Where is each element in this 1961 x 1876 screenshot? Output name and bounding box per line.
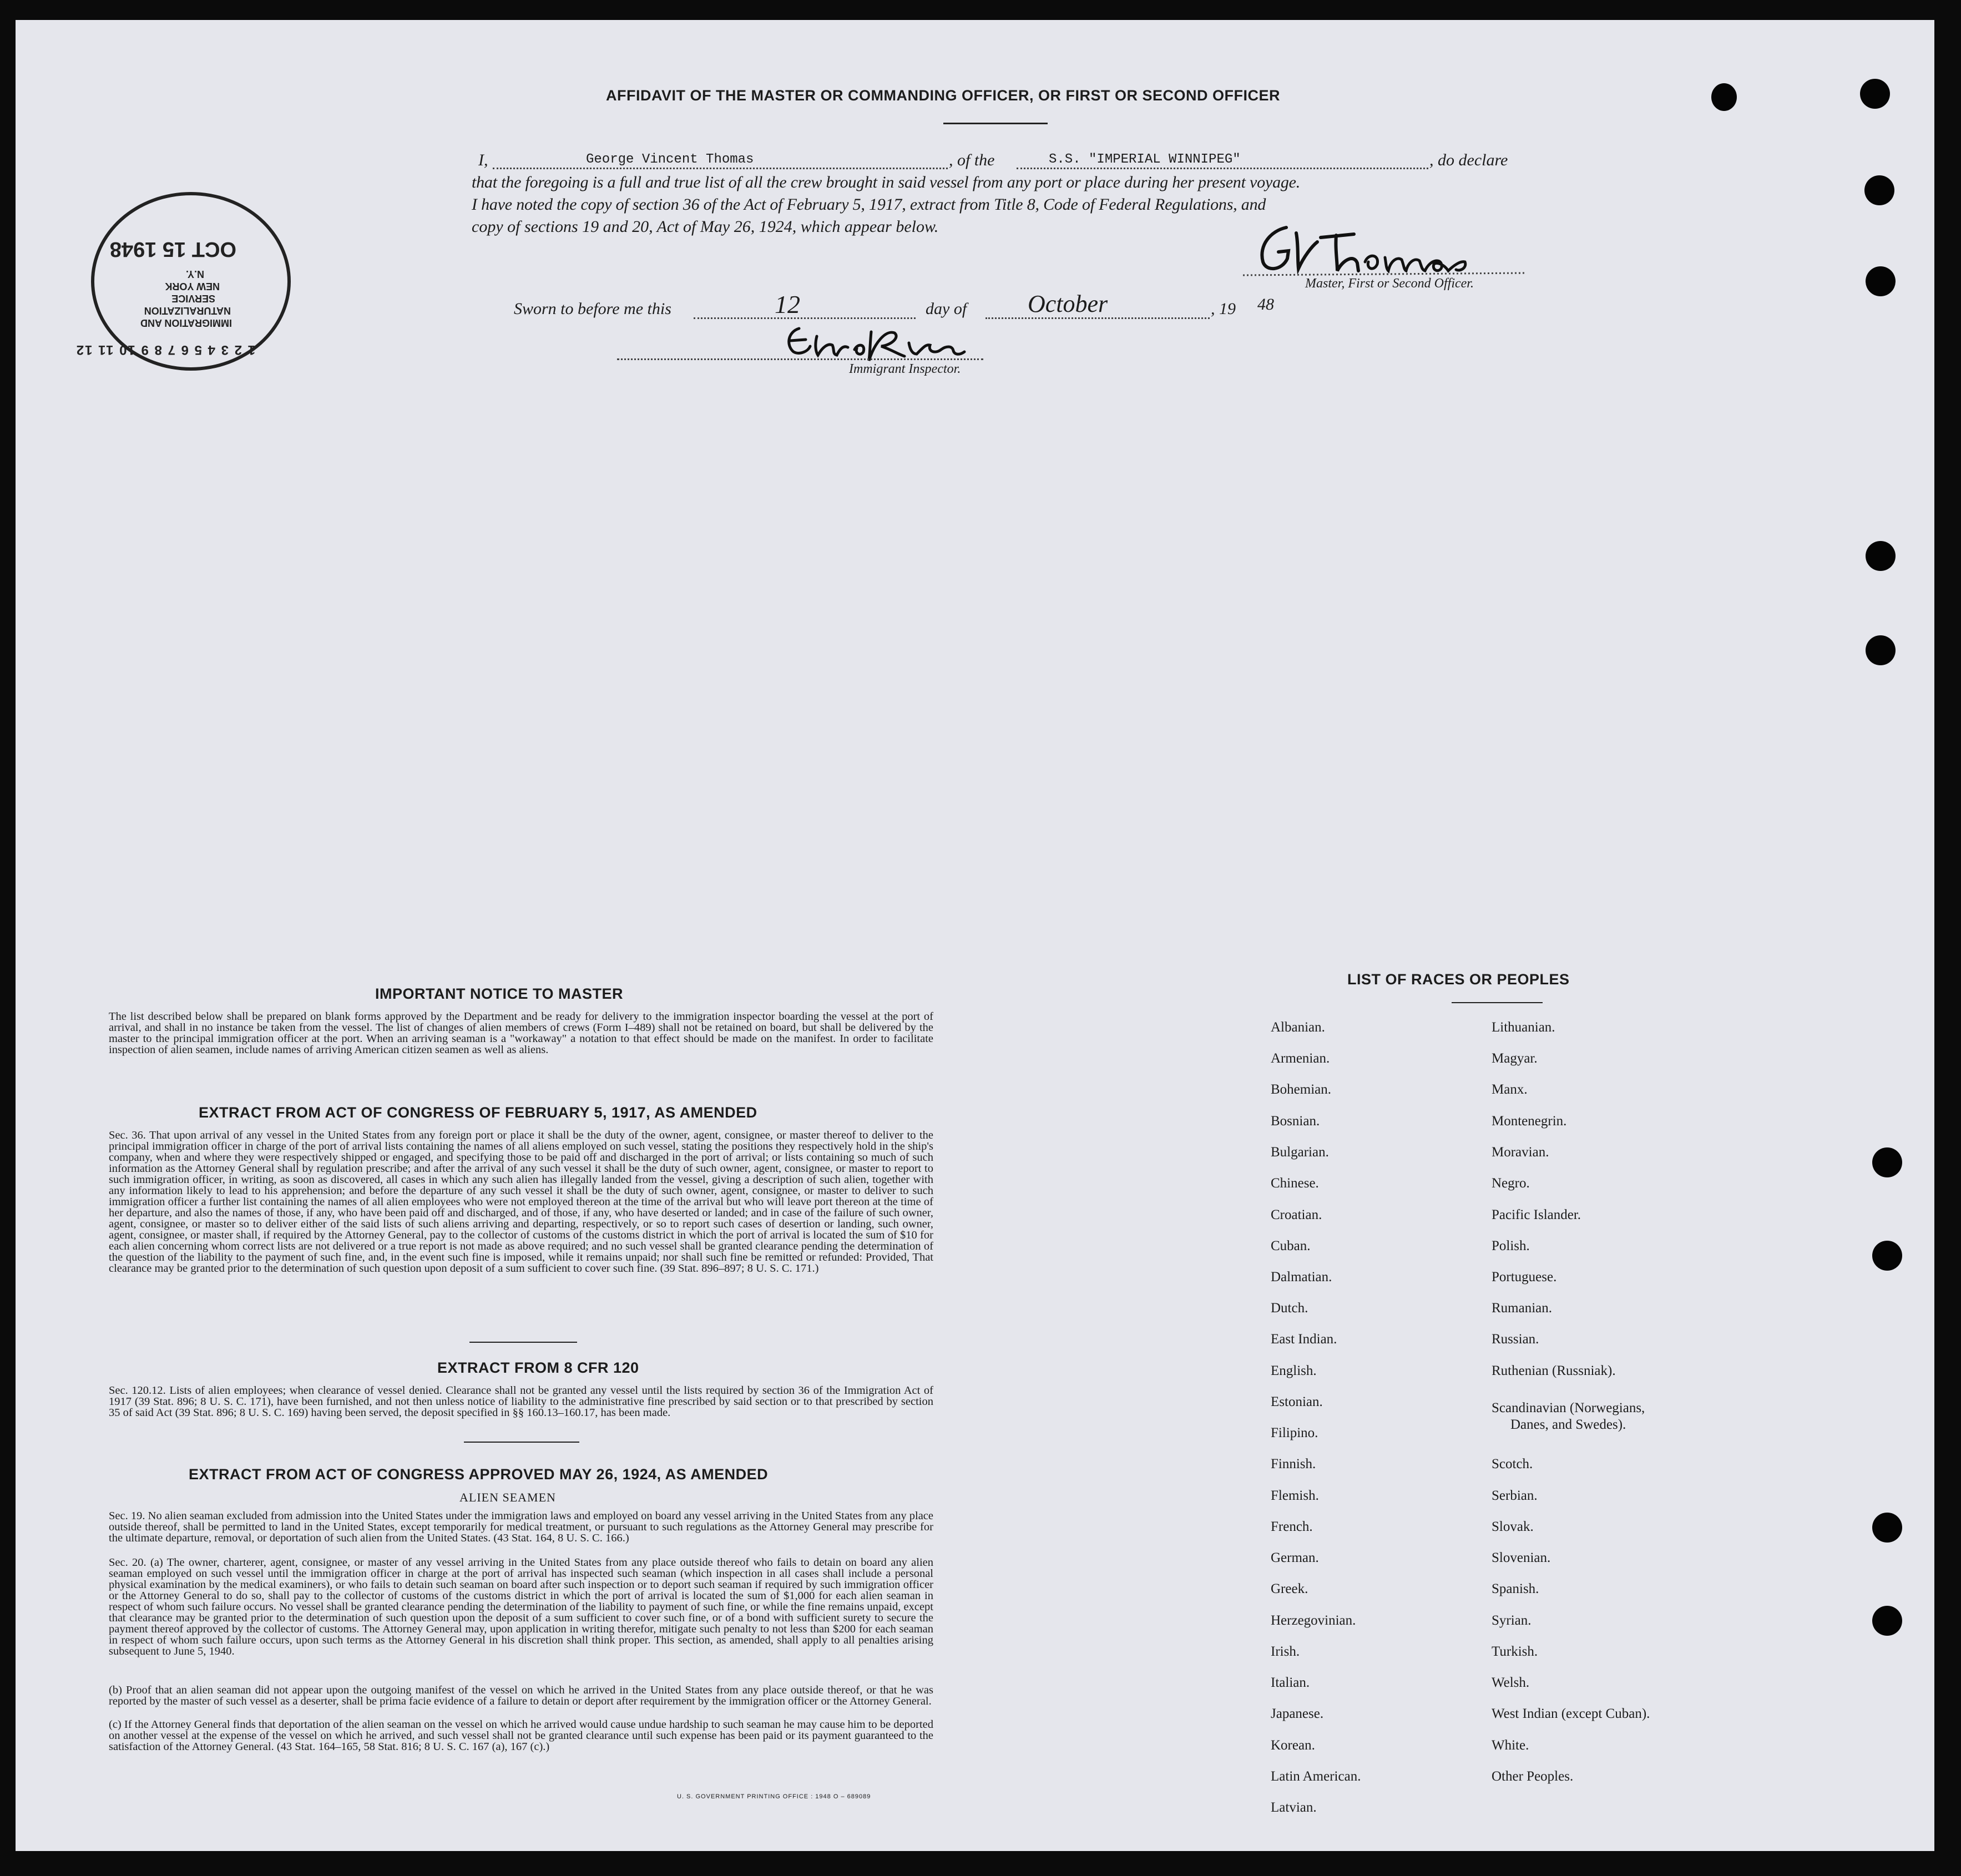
stamp-line: IMMIGRATION AND xyxy=(140,317,232,328)
master-name-field: George Vincent Thomas xyxy=(586,152,754,167)
sworn-day-field: 12 xyxy=(775,290,800,318)
of-the-label: , of the xyxy=(949,151,995,169)
race-item: Flemish. xyxy=(1271,1488,1319,1503)
race-item: Korean. xyxy=(1271,1738,1315,1753)
races-title: LIST OF RACES OR PEOPLES xyxy=(1347,971,1570,988)
section-divider xyxy=(464,1442,579,1443)
race-item: Estonian. xyxy=(1271,1394,1323,1409)
race-item: Finnish. xyxy=(1271,1457,1316,1472)
race-item: Armenian. xyxy=(1271,1051,1330,1066)
race-item: Irish. xyxy=(1271,1644,1300,1659)
race-item: Herzegovinian. xyxy=(1271,1613,1356,1628)
race-item: Other Peoples. xyxy=(1492,1769,1574,1784)
vessel-name-field: S.S. "IMPERIAL WINNIPEG" xyxy=(1049,152,1241,167)
stamp-line: NEW YORK xyxy=(165,281,220,292)
year-field: 48 xyxy=(1257,295,1274,313)
sec20c-text: (c) If the Attorney General finds that deportation of the alien seaman on the vessel on which he arrived would cause undue hardship to such seaman he may cause him to be deported on another vessel at the expense of the vessel on which he arrived, and such vessel shall not be granted clearance until such expense has been paid or its payment guaranteed to the satisfaction of the Attorney General. (43 Stat. 164–165, 58 Stat. 816; 8 U. S. C. 167 (a), 167 (c).) xyxy=(109,1718,933,1753)
extract-1924-subtitle: ALIEN SEAMEN xyxy=(459,1490,556,1504)
printer-line: U. S. GOVERNMENT PRINTING OFFICE : 1948 O – 689089 xyxy=(677,1793,871,1800)
race-item: Scandinavian (Norwegians, xyxy=(1492,1400,1645,1415)
notice-title: IMPORTANT NOTICE TO MASTER xyxy=(375,985,623,1002)
i-label: I, xyxy=(478,151,488,169)
sec20b-text: (b) Proof that an alien seaman did not appear upon the outgoing manifest of the vessel on which he arrived in the United States from any place outside thereof, or that he was reported by the master of such vessel as a deserter, shall be prima facie evidence of a failure to detain or deport after requirement by the immigration officer or the Attorney General. xyxy=(109,1684,933,1707)
sworn-day-line xyxy=(694,317,916,319)
race-item: Dutch. xyxy=(1271,1301,1308,1316)
inspector-line xyxy=(617,358,983,360)
race-item: Negro. xyxy=(1492,1176,1530,1191)
race-item: Scotch. xyxy=(1492,1457,1533,1472)
race-item: Dalmatian. xyxy=(1271,1270,1332,1285)
extract-cfr-text: Sec. 120.12. Lists of alien employees; when clearance of vessel denied. Clearance shall not be granted any vessel until the lists required by section 36 of the Immigration Act of 1917 (39 Stat. 896; 8 U. S. C. 171), have been furnished, and not then unless notice of liability to the administrative fine prescribed by said section or to that prescribed by section 35 of said Act (39 Stat. 896; 8 U. S. C. 169) having been served, the deposit specified in §§ 160.13–160.17, has been made. xyxy=(109,1384,933,1419)
race-item: Cuban. xyxy=(1271,1238,1311,1253)
punch-hole xyxy=(1872,1606,1902,1636)
race-item: Manx. xyxy=(1492,1082,1528,1097)
extract-1917-title: EXTRACT FROM ACT OF CONGRESS OF FEBRUARY 5, 1917, AS AMENDED xyxy=(199,1104,757,1121)
master-name-line xyxy=(493,168,948,169)
master-caption: Master, First or Second Officer. xyxy=(1305,276,1474,291)
stamp-line: N.Y. xyxy=(185,269,204,280)
stamp-digits: 1 2 3 4 5 6 7 8 9 10 11 12 xyxy=(75,342,255,357)
race-item: Filipino. xyxy=(1271,1425,1318,1440)
race-item: French. xyxy=(1271,1519,1313,1534)
sec19-text: Sec. 19. No alien seaman excluded from admission into the United States under the immigration laws and employed on board any vessel arriving in the United States from any place outside thereof, shall be permitted to land in the United States, except temporarily for medical treatment, or pursuant to such regulations as the Attorney General may prescribe for the ultimate departure, removal, or deportation of such alien from the United States. (43 Stat. 164, 8 U. S. C. 166.) xyxy=(109,1510,933,1544)
title-underline xyxy=(943,123,1048,124)
race-item: Bohemian. xyxy=(1271,1082,1332,1097)
affidavit-body-line3: copy of sections 19 and 20, Act of May 26, 1924, which appear below. xyxy=(472,218,939,236)
race-item: Italian. xyxy=(1271,1675,1310,1690)
punch-hole xyxy=(1866,541,1896,571)
notice-text: The list described below shall be prepared on blank forms approved by the Department and be ready for delivery to the immigration inspector boarding the vessel at the port of arrival, and shall in no instance be taken from the vessel. The list of changes of alien members of crews (Form I–489) shall not be retained on board, but shall be delivered by the master to the principal immigration officer at the port. When an arriving seaman is a "workaway" a notation to that effect should be made on the manifest. In order to facilitate inspection of alien seamen, include names of arriving American citizen seamen as well as aliens. xyxy=(109,1010,933,1056)
stamp-line: SERVICE xyxy=(171,293,215,304)
race-item: Magyar. xyxy=(1492,1051,1538,1066)
race-item: Bosnian. xyxy=(1271,1114,1320,1129)
race-item: Ruthenian (Russniak). xyxy=(1492,1363,1616,1378)
race-item: Greek. xyxy=(1271,1581,1308,1596)
sworn-label: Sworn to before me this xyxy=(514,300,671,318)
race-item: White. xyxy=(1492,1738,1529,1753)
affidavit-body-line2: I have noted the copy of section 36 of the Act of February 5, 1917, extract from Title 8, Code of Federal Regulations, and xyxy=(472,195,1266,214)
extract-cfr-title: EXTRACT FROM 8 CFR 120 xyxy=(437,1359,639,1376)
races-underline xyxy=(1452,1002,1543,1003)
stamp-line: NATURALIZATION xyxy=(144,305,231,316)
race-item: Lithuanian. xyxy=(1492,1020,1555,1035)
punch-hole xyxy=(1866,635,1896,665)
extract-1924-title: EXTRACT FROM ACT OF CONGRESS APPROVED MAY 26, 1924, AS AMENDED xyxy=(189,1466,769,1483)
affidavit-body-line1: that the foregoing is a full and true list of all the crew brought in said vessel from any port or place during her present voyage. xyxy=(472,173,1301,191)
race-item: Rumanian. xyxy=(1492,1301,1553,1316)
punch-hole xyxy=(1866,266,1896,296)
extract-1917-text: Sec. 36. That upon arrival of any vessel in the United States from any foreign port or place it shall be the duty of the owner, agent, consignee, or master thereof to deliver to the principal immigration officer in charge of the port of arrival lists containing the names of all aliens employed on such vessel, stating the positions they respectively hold in the ship's company, when and where they were respectively shipped or engaged, and specifying those to be paid off and discharged in the port of arrival; or lists containing so much of such information as the Attorney General shall by regulation prescribe; and after the arrival of any such vessel it shall be the duty of such owner, agent, consignee, or master to report to such immigration officer, in writing, as soon as discovered, all cases in which any such alien has illegally landed from the vessel, giving a description of such alien, together with any information likely to lead to his apprehension; and before the departure of any such vessel it shall be the duty of such owner, agent, consignee, or master to deliver to such immigration officer a further list containing the names of all alien employees who were not employed thereon at the time of the arrival but who will leave port thereon at the time of her departure, and also the names of those, if any, who have been paid off and discharged, and of those, if any, who have deserted or landed; and in case of the failure of such owner, agent, consignee, or master so to deliver either of the said lists of such aliens arriving and departing, respectively, or so to report such cases of desertion or landing, such owner, agent, consignee, or master shall, if required by the Attorney General, pay to the collector of customs of the customs district in which the port of arrival is located the sum of $10 for each alien concerning whom correct lists are not delivered or a true report is not made as above required; and no such vessel shall be granted clearance pending the determination of the question of the liability to the payment of such fine, and, in the event such fine is imposed, while it remains unpaid; nor shall such fine be remitted or refunded: Provided, That clearance may be granted prior to the determination of such question upon deposit of a sum sufficient to cover such fine. (39 Stat. 896–897; 8 U. S. C. 171.) xyxy=(109,1129,933,1275)
race-item: Russian. xyxy=(1492,1332,1539,1347)
race-item: Serbian. xyxy=(1492,1488,1538,1503)
race-item: English. xyxy=(1271,1363,1317,1378)
punch-hole xyxy=(1872,1241,1902,1271)
race-item: Slovenian. xyxy=(1492,1550,1551,1565)
punch-hole xyxy=(1860,79,1890,109)
stamp-date: OCT 15 1948 xyxy=(109,237,236,261)
race-item: Turkish. xyxy=(1492,1644,1538,1659)
race-item: Pacific Islander. xyxy=(1492,1207,1581,1222)
vessel-name-line xyxy=(1017,168,1428,169)
section-divider xyxy=(469,1342,577,1343)
race-item: Slovak. xyxy=(1492,1519,1534,1534)
year-label: , 19 xyxy=(1211,300,1236,318)
master-signature xyxy=(1243,218,1532,279)
race-item: West Indian (except Cuban). xyxy=(1492,1706,1650,1721)
do-declare-label: , do declare xyxy=(1429,151,1508,169)
sworn-month-field: October xyxy=(1028,290,1108,317)
inspector-caption: Immigrant Inspector. xyxy=(849,362,961,376)
race-item: Syrian. xyxy=(1492,1613,1532,1628)
race-item: East Indian. xyxy=(1271,1332,1337,1347)
race-item: Portuguese. xyxy=(1492,1270,1557,1285)
race-item: Moravian. xyxy=(1492,1145,1549,1160)
day-of-label: day of xyxy=(926,300,967,318)
punch-hole xyxy=(1872,1513,1902,1543)
race-item: Danes, and Swedes). xyxy=(1510,1417,1626,1432)
race-item: Bulgarian. xyxy=(1271,1145,1329,1160)
race-item: Japanese. xyxy=(1271,1706,1324,1721)
race-item: Polish. xyxy=(1492,1238,1530,1253)
race-item: Spanish. xyxy=(1492,1581,1539,1596)
punch-hole xyxy=(1872,1147,1902,1177)
race-item: Croatian. xyxy=(1271,1207,1322,1222)
race-item: Welsh. xyxy=(1492,1675,1530,1690)
punch-hole xyxy=(1711,83,1737,111)
affidavit-title: AFFIDAVIT OF THE MASTER OR COMMANDING OFFICER, OR FIRST OR SECOND OFFICER xyxy=(606,87,1280,104)
sec20a-text: Sec. 20. (a) The owner, charterer, agent, consignee, or master of any vessel arriving in the United States from any place outside thereof who fails to detain on board any alien seaman employed on such vessel until the immigration officer in charge at the port of arrival has inspected such seaman (which inspection in all cases shall include a personal physical examination by the medical examiners), or who fails to detain such seaman on board after such inspection or to deport such seaman if required by such immigration officer or the Attorney General to do so, shall pay to the collector of customs of the customs district in which the port of arrival is located the sum of $1,000 for each alien seaman in respect of whom such failure occurs. No vessel shall be granted clearance pending the determination of the liability to payment of such fine, or while the fine remains unpaid, except that clearance may be granted prior to the determination of such question upon the deposit of a sum sufficient to cover such fine, or of a bond with sufficient surety to secure the payment thereof approved by the collector of customs. The Attorney General may, upon application in writing therefor, mitigate such penalty to not less than $200 for each seaman in respect of whom such failure occurs, upon such terms as the Attorney General in his discretion shall think proper. This section, as amended, shall apply to all penalties arising subsequent to June 5, 1940. xyxy=(109,1556,933,1657)
race-item: German. xyxy=(1271,1550,1319,1565)
inspection-stamp xyxy=(75,192,291,371)
race-item: Albanian. xyxy=(1271,1020,1325,1035)
race-item: Latin American. xyxy=(1271,1769,1361,1784)
race-item: Chinese. xyxy=(1271,1176,1319,1191)
punch-hole xyxy=(1864,175,1894,205)
race-item: Montenegrin. xyxy=(1492,1114,1567,1129)
race-item: Latvian. xyxy=(1271,1800,1317,1815)
